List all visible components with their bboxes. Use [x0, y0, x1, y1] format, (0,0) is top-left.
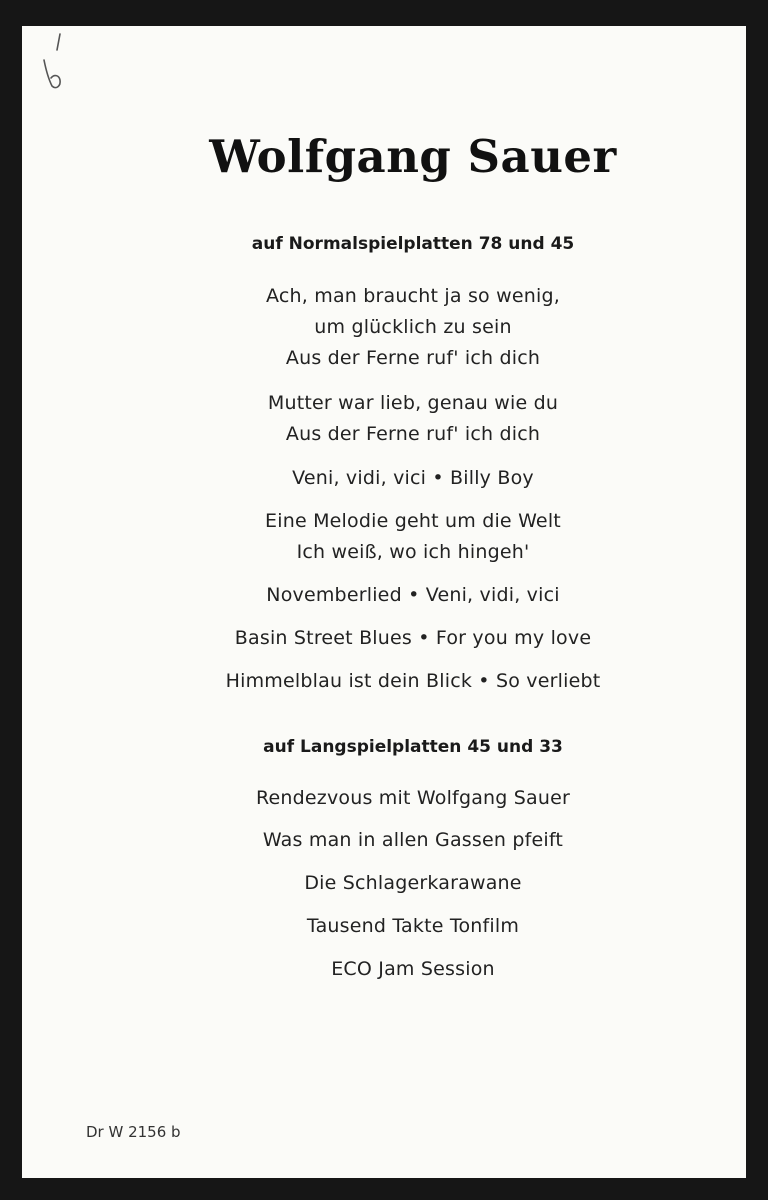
song-line: Eine Melodie geht um die Welt: [265, 510, 561, 532]
document-page: [22, 26, 746, 1178]
song-line: Basin Street Blues • For you my love: [234, 627, 592, 649]
song-line: Aus der Ferne ruf' ich dich: [285, 347, 541, 369]
song-line: Veni, vidi, vici • Billy Boy: [292, 467, 534, 489]
song-line: Ich weiß, wo ich hingeh': [296, 541, 530, 563]
album-line: Die Schlagerkarawane: [304, 872, 522, 894]
pencil-annotation-icon: [36, 30, 72, 92]
song-line: Ach, man braucht ja so wenig,: [266, 285, 560, 307]
album-line: ECO Jam Session: [331, 958, 495, 980]
page-title: Wolfgang Sauer: [209, 130, 617, 183]
album-line: Rendezvous mit Wolfgang Sauer: [255, 787, 571, 809]
song-line: Aus der Ferne ruf' ich dich: [285, 423, 541, 445]
song-line: Mutter war lieb, genau wie du: [267, 392, 559, 414]
album-line: Was man in allen Gassen pfeift: [262, 829, 564, 851]
section-heading-langspielplatten: auf Langspielplatten 45 und 33: [263, 737, 563, 757]
song-line: Himmelblau ist dein Blick • So verliebt: [225, 670, 601, 692]
song-line: Novemberlied • Veni, vidi, vici: [266, 584, 560, 606]
print-code: Dr W 2156 b: [86, 1123, 181, 1141]
corner-mark-text: 6: [46, 88, 47, 89]
song-line: um glücklich zu sein: [314, 316, 512, 338]
section-heading-normalspielplatten: auf Normalspielplatten 78 und 45: [251, 234, 575, 254]
album-line: Tausend Takte Tonfilm: [306, 915, 520, 937]
